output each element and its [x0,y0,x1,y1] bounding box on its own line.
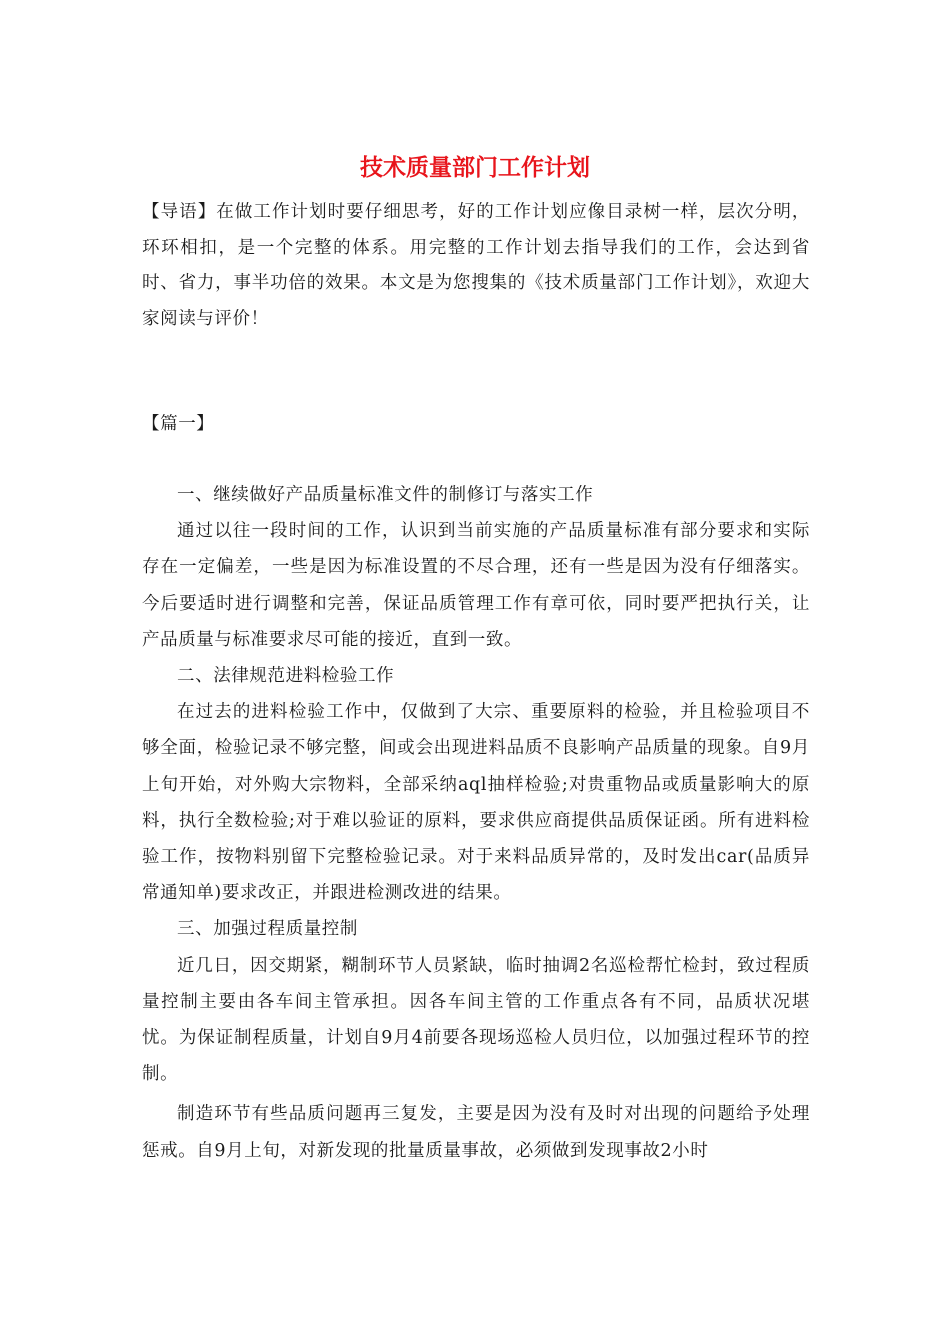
document-title: 技术质量部门工作计划 [360,154,590,181]
intro-paragraph: 【导语】在做工作计划时要仔细思考，好的工作计划应像目录树一样，层次分明，环环相扣，是一个完整的体系。用完整的工作计划去指导我们的工作，会达到省时、省力，事半功倍的效果。本文是为您搜集的《技术质量部门工作计划》，欢迎大家阅读与评价！ [142,202,810,329]
paragraph: 制造环节有些品质问题再三复发，主要是因为没有及时对出现的问题给予处理惩戒。自9月上旬，对新发现的批量质量事故，必须做到发现事故2小时 [142,1104,810,1161]
body-text [142,477,810,1169]
section-heading-1: 一、继续做好产品质量标准文件的制修订与落实工作 [177,485,594,505]
section-label: 【篇一】 [142,414,215,434]
paragraph: 通过以往一段时间的工作，认识到当前实施的产品质量标准有部分要求和实际存在一定偏差，一些是因为标准设置的不尽合理，还有一些是因为没有仔细落实。今后要适时进行调整和完善，保证品质管理工作有章可依，同时要严把执行关，让产品质量与标准要求尽可能的接近，直到一致。 [142,521,810,650]
paragraph: 在过去的进料检验工作中，仅做到了大宗、重要原料的检验，并且检验项目不够全面，检验记录不够完整，间或会出现进料品质不良影响产品质量的现象。自9月上旬开始，对外购大宗物料，全部采纳aql抽样检验;对贵重物品或质量影响大的原料，执行全数检验;对于难以验证的原料，要求供应商提供品质保证函。所有进料检验工作，按物料别留下完整检验记录。对于来料品质异常的，及时发出car(品质异常通知单)要求改正，并跟进检测改进的结果。 [142,702,810,904]
paragraph: 近几日，因交期紧，糊制环节人员紧缺，临时抽调2名巡检帮忙检封，致过程质量控制主要由各车间主管承担。因各车间主管的工作重点各有不同，品质状况堪忧。为保证制程质量，计划自9月4前要各现场巡检人员归位，以加强过程环节的控制。 [142,955,810,1085]
section-heading-3: 三、加强过程质量控制 [177,919,358,940]
section-heading-2: 二、法律规范进料检验工作 [177,666,395,687]
